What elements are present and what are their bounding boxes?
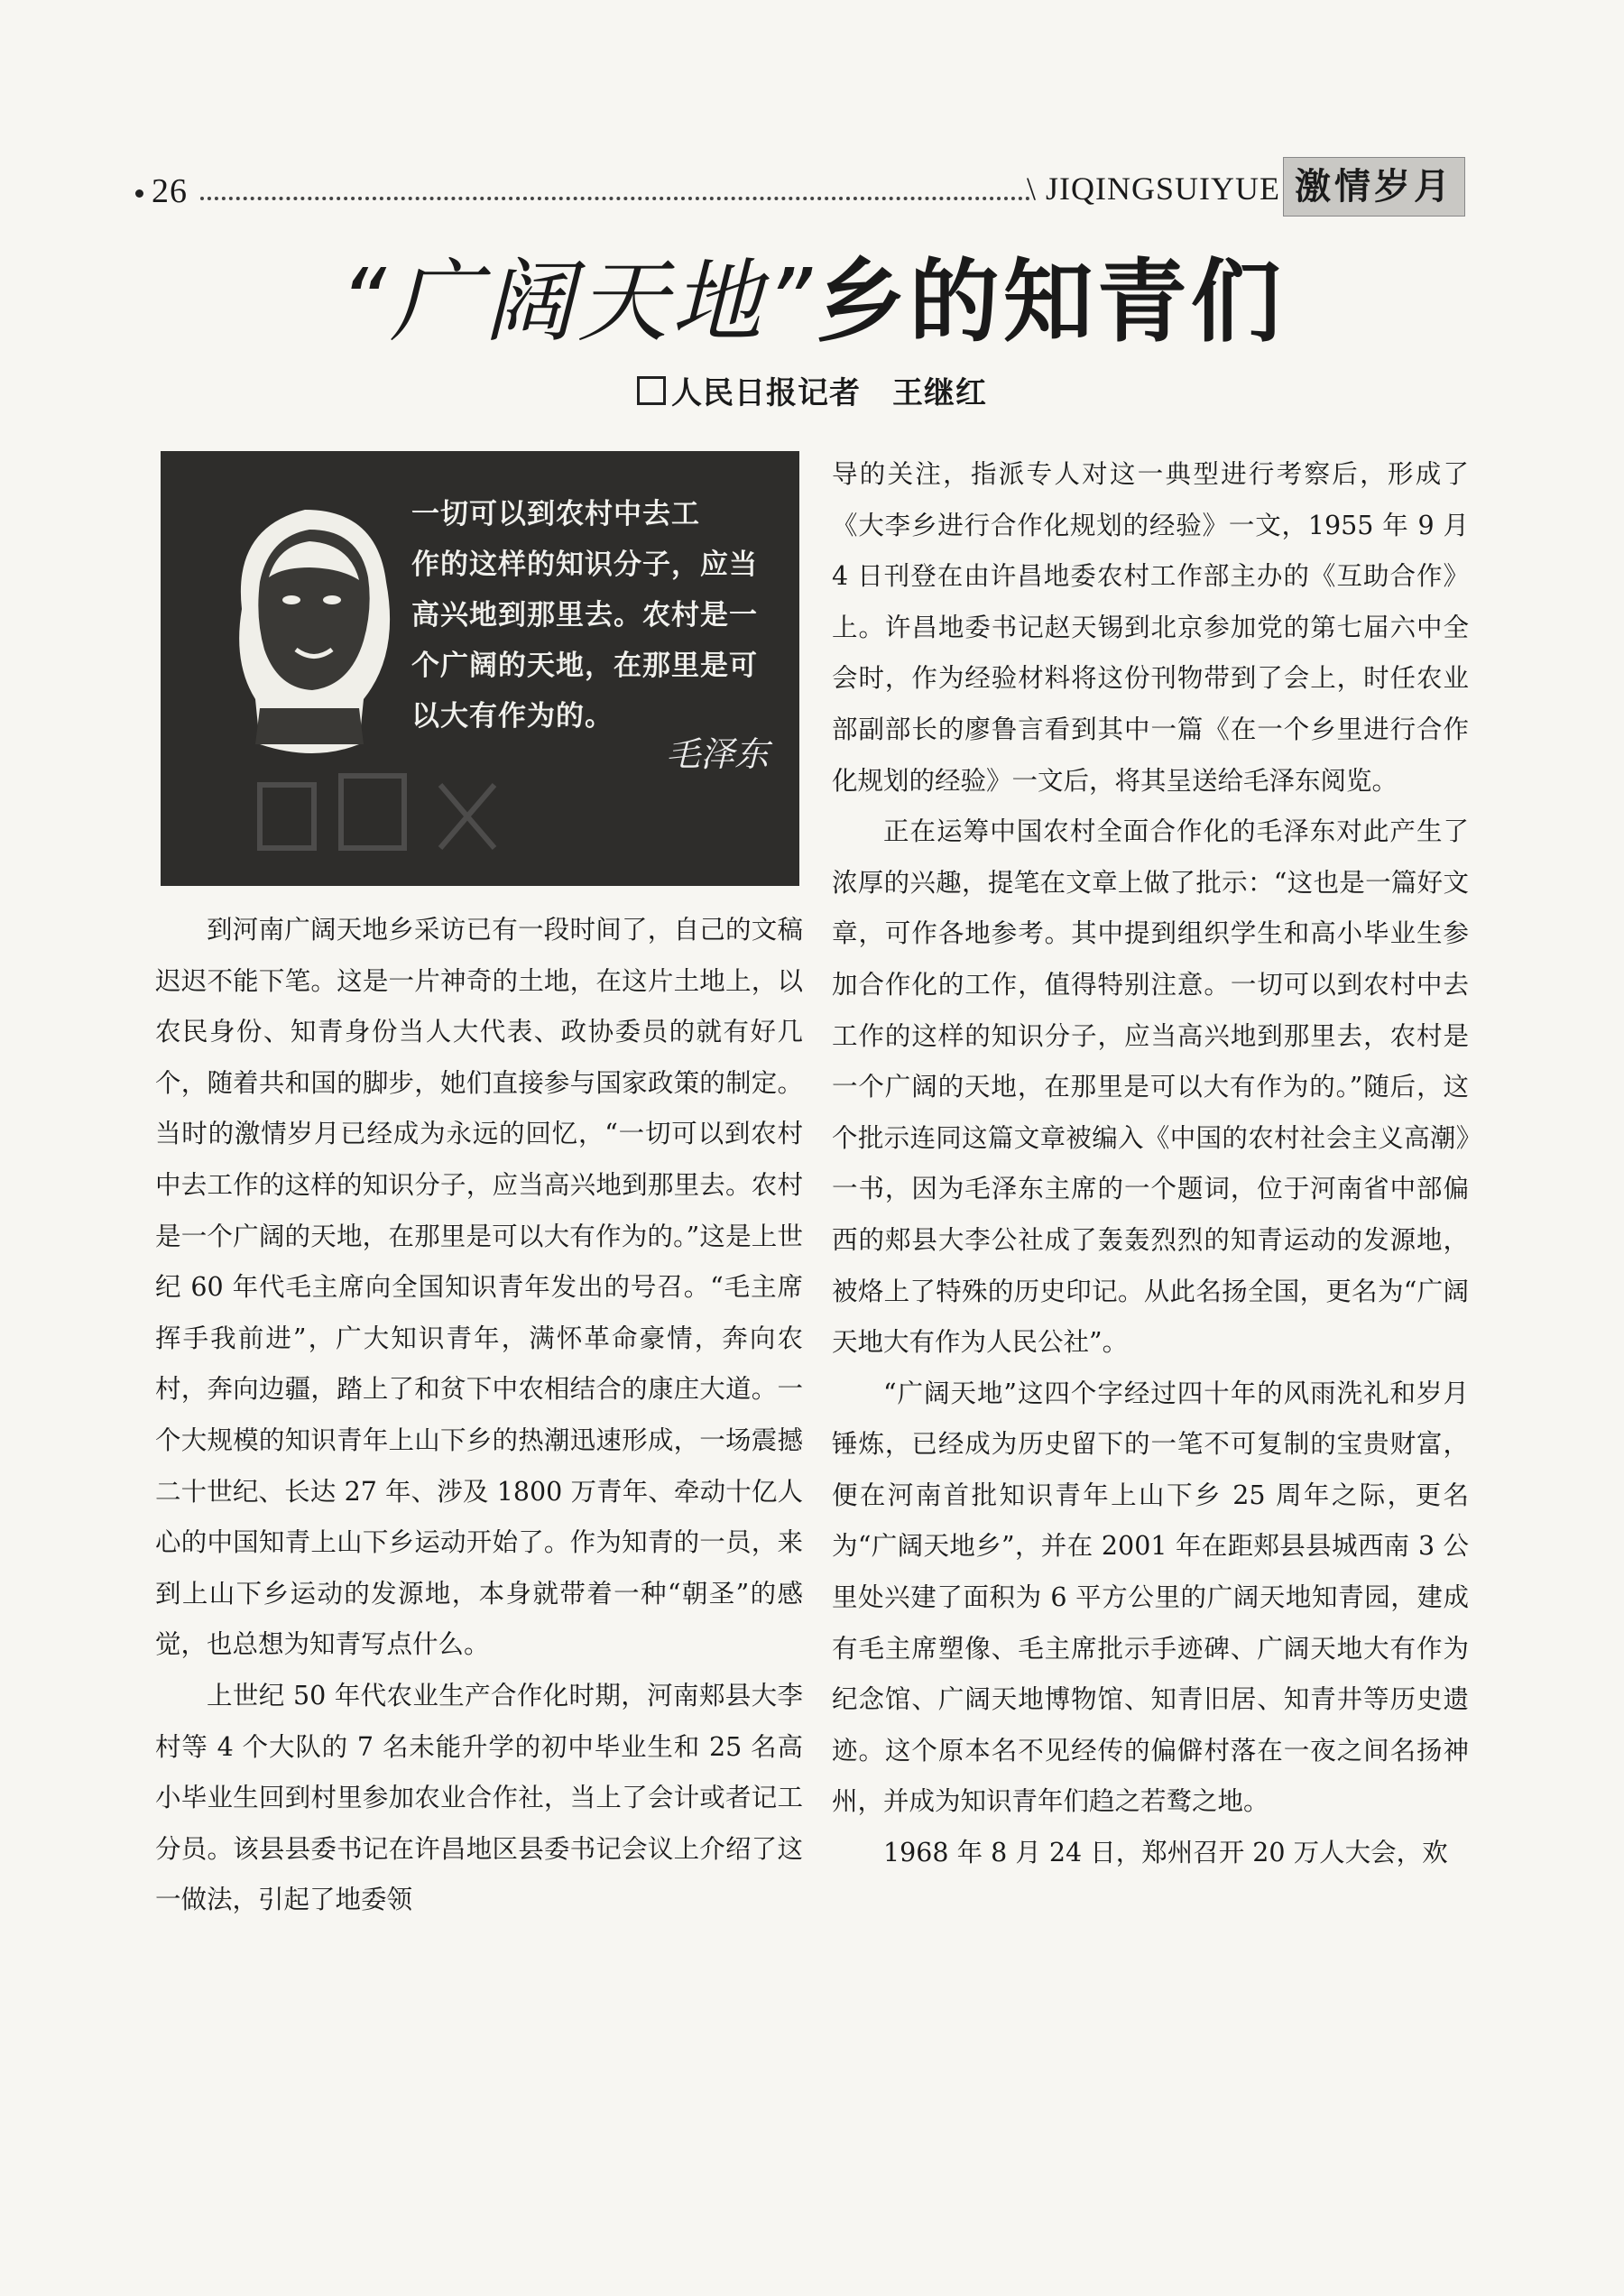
poster-quote-line: 以大有作为的。 [411,700,614,733]
byline-text: 人民日报记者 王继红 [671,375,987,411]
article-title-rest: 乡的知青们 [815,249,1285,355]
header-dotted-rule [200,197,1030,200]
header-section-latin: \ JIQINGSUIYUE [1027,171,1280,207]
byline-box-mark [637,376,666,405]
running-header [0,135,1624,210]
poster-quote-line: 高兴地到那里去。农村是一 [411,599,758,632]
poster-signature: 毛泽东 [666,734,770,774]
paragraph: 到河南广阔天地乡采访已有一段时间了，自己的文稿迟迟不能下笔。这是一片神奇的土地，在这片土地上，以农民身份、知青身份当人大代表、政协委员的就有好几个，随着共和国的脚步，她们直接参与国家政策的制定。当时的激情岁月已经成为永远的回忆，“一切可以到农村中去工作的这样的知识分子，应当高兴地到那里去。农村是一个广阔的天地，在那里是可以大有作为的。”这是上世纪 60 年代毛主席向全国知识青年发出的号召。“毛主席挥手我前进”，广大知识青年，满怀革命豪情，奔向农村，奔向边疆，踏上了和贫下中农相结合的康庄大道。一个大规模的知识青年上山下乡的热潮迅速形成，一场震撼二十世纪、长达 27 年、涉及 1800 万青年、牵动十亿人心的中国知青上山下乡运动开始了。作为知青的一员，来到上山下乡运动的发源地，本身就带着一种“朝圣”的感觉，也总想为知青写点什么。 [155,915,803,1660]
poster-quote-line: 个广阔的天地，在那里是可 [411,650,758,682]
paragraph-continued: 导的关注，指派专人对这一典型进行考察后，形成了《大李乡进行合作化规划的经验》一文，1955 年 9 月 4 日刊登在由许昌地委农村工作部主办的《互助合作》上。许昌地委书记赵天锡到北京参加党的第七届六中全会时，作为经验材料将这份刊物带到了会上，时任农业部副部长的廖鲁言看到其中一篇《在一个乡里进行合作化规划的经验》一文后，将其呈送给毛泽东阅览。 [832,459,1469,796]
header-section-title: 激情岁月 [1283,157,1465,217]
page-number: 26 [152,172,188,210]
article-title-quote: “广阔天地” [339,249,816,355]
byline [0,368,1624,412]
paragraph: “广阔天地”这四个字经过四十年的风雨洗礼和岁月锤炼，已经成为历史留下的一笔不可复制的宝贵财富，便在河南首批知识青年上山下乡 25 周年之际，更名为“广阔天地乡”，并在 2001 年在距郏县县城西南 3 公里处兴建了面积为 6 平方公里的广阔天地知青园，建成有毛主席塑像、毛主席批示手迹碑、广阔天地大有作为纪念馆、广阔天地博物馆、知青旧居、知青井等历史遗迹。这个原本名不见经传的偏僻村落在一夜之间名扬神州，并成为知识青年们趋之若鹜之地。 [832,1378,1469,1817]
poster-quote-line: 一切可以到农村中去工 [411,498,700,530]
paragraph: 1968 年 8 月 24 日，郑州召开 20 万人大会，欢 [883,1838,1448,1868]
page-dot-ornament [135,189,143,198]
right-column-body [832,449,1469,1879]
paragraph: 正在运筹中国农村全面合作化的毛泽东对此产生了浓厚的兴趣，提笔在文章上做了批示：“这也是一篇好文章，可作各地参考。其中提到组织学生和高小毕业生参加合作化的工作，值得特别注意。一切可以到农村中去工作的这样的知识分子，应当高兴地到那里去，农村是一个广阔的天地，在那里是可以大有作为的。”随后，这个批示连同这篇文章被编入《中国的农村社会主义高潮》一书，因为毛泽东主席的一个题词，位于河南省中部偏西的郏县大李公社成了轰轰烈烈的知青运动的发源地，被烙上了特殊的历史印记。从此名扬全国，更名为“广阔天地大有作为人民公社”。 [832,816,1469,1358]
mao-quote-poster [161,451,799,886]
mao-portrait-icon [206,474,413,771]
faint-character-texture-icon [242,749,585,884]
article-title [0,244,1624,361]
paragraph: 上世纪 50 年代农业生产合作化时期，河南郏县大李村等 4 个大队的 7 名未能升学的初中毕业生和 25 名高小毕业生回到村里参加农业合作社，当上了会计或者记工分员。该县县委书记在许昌地区县委书记会议上介绍了这一做法，引起了地委领 [155,1680,803,1915]
poster-quote-text [411,489,790,742]
poster-quote-line: 作的这样的知识分子，应当 [411,549,758,581]
left-column-body [155,905,803,1926]
